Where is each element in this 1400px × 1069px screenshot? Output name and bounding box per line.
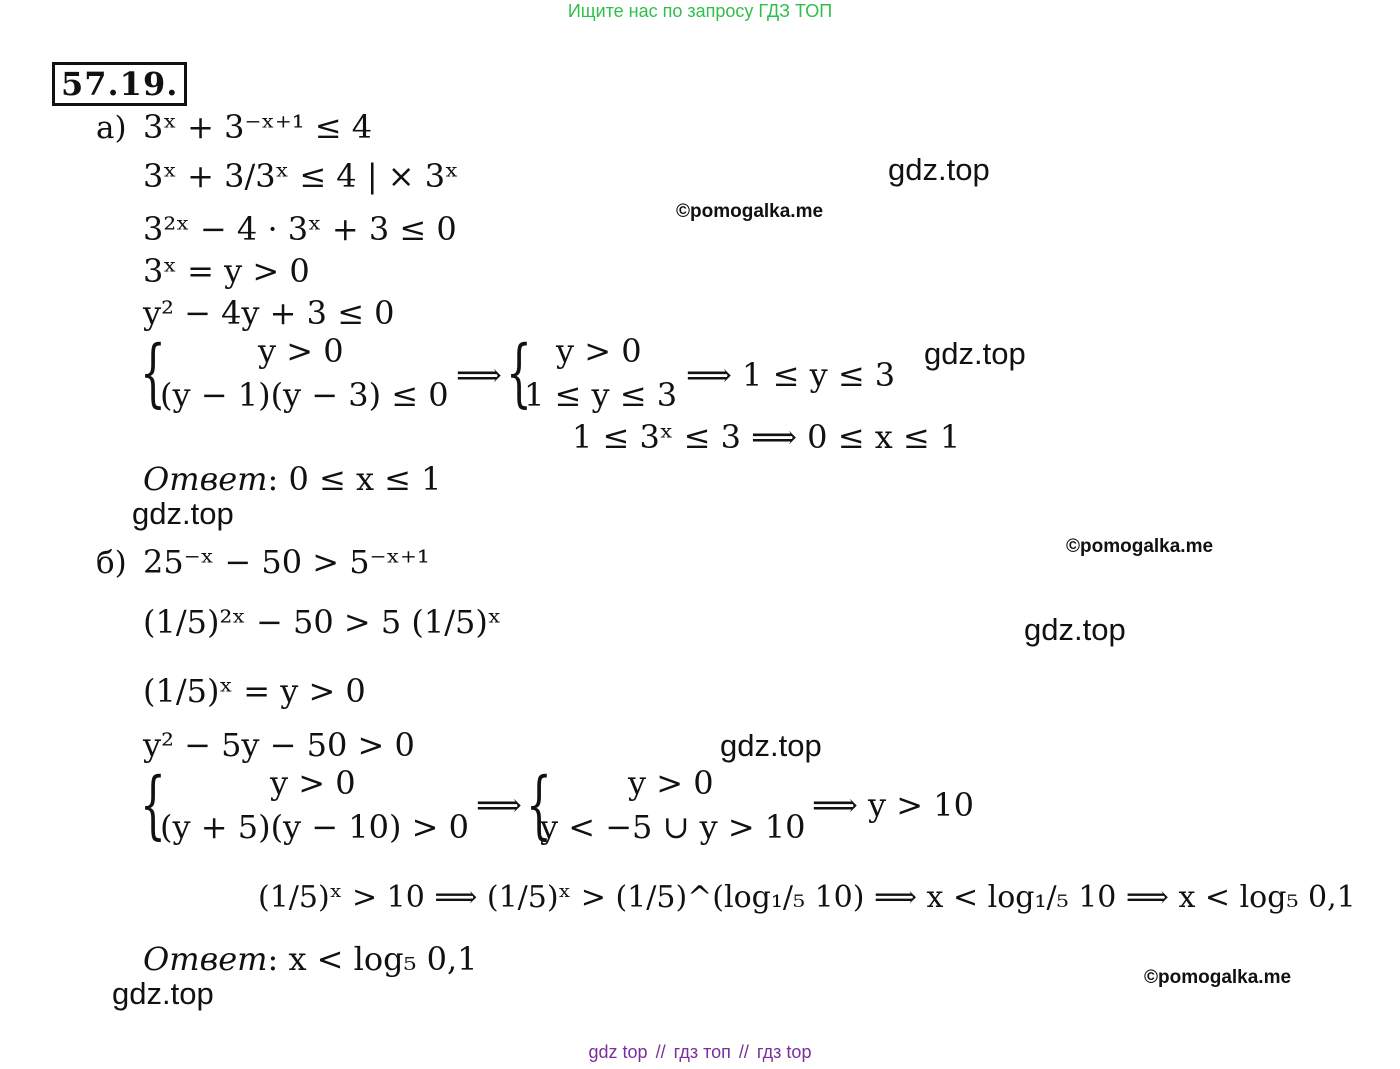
part-a-line-1: 3ˣ + 3⁻ˣ⁺¹ ≤ 4 bbox=[143, 108, 373, 146]
answer-label: Ответ bbox=[143, 940, 268, 978]
footer-link[interactable]: гдз топ bbox=[673, 1042, 731, 1062]
footer-link[interactable]: гдз top bbox=[756, 1042, 812, 1062]
part-b-result-2: (1/5)ˣ > 10 ⟹ (1/5)ˣ > (1/5)^(log₁/₅ 10) ⟹ x < log₁/₅ 10 ⟹ x < log₅ 0,1 bbox=[258, 880, 1356, 915]
part-a-line-3: 3²ˣ − 4 · 3ˣ + 3 ≤ 0 bbox=[143, 210, 457, 248]
watermark-gdz: gdz.top bbox=[132, 496, 234, 531]
answer-value: : x < log₅ 0,1 bbox=[267, 940, 478, 978]
part-a-system1-bottom: (y − 1)(y − 3) ≤ 0 bbox=[160, 376, 449, 414]
watermark-pomogalka: ©pomogalka.me bbox=[1066, 536, 1214, 557]
watermark-gdz: gdz.top bbox=[1024, 612, 1126, 647]
part-b-system1-bottom: (y + 5)(y − 10) > 0 bbox=[160, 808, 469, 846]
part-b-line-4: y² − 5y − 50 > 0 bbox=[143, 726, 415, 764]
footer-separator: // bbox=[738, 1042, 749, 1062]
part-b-line-3: (1/5)ˣ = y > 0 bbox=[143, 672, 366, 710]
part-a-system1-top: y > 0 bbox=[258, 332, 344, 370]
part-a-label: а) bbox=[96, 110, 127, 146]
part-b-brace-1: { bbox=[140, 762, 166, 848]
part-a-brace-2: { bbox=[506, 330, 532, 416]
footer-links bbox=[0, 1042, 1400, 1063]
part-b-implies: ⟹ bbox=[476, 786, 522, 824]
part-a-brace-1: { bbox=[140, 330, 166, 416]
answer-value: : 0 ≤ x ≤ 1 bbox=[267, 460, 442, 498]
watermark-gdz: gdz.top bbox=[924, 336, 1026, 371]
part-a-answer bbox=[143, 460, 442, 498]
part-a-result-1: ⟹ 1 ≤ y ≤ 3 bbox=[686, 356, 896, 394]
part-b-brace-2: { bbox=[526, 762, 552, 848]
watermark-gdz: gdz.top bbox=[720, 728, 822, 763]
part-b-answer bbox=[143, 940, 478, 978]
top-banner: Ищите нас по запросу ГДЗ ТОП bbox=[567, 1, 833, 21]
watermark-pomogalka: ©pomogalka.me bbox=[676, 201, 824, 222]
problem-number: 57.19. bbox=[52, 62, 187, 106]
answer-label: Ответ bbox=[143, 460, 268, 498]
part-b-result-1: ⟹ y > 10 bbox=[812, 786, 974, 824]
footer-separator: // bbox=[655, 1042, 666, 1062]
part-a-result-2: 1 ≤ 3ˣ ≤ 3 ⟹ 0 ≤ x ≤ 1 bbox=[572, 418, 961, 456]
part-b-label: б) bbox=[96, 545, 127, 581]
part-a-system2-top: y > 0 bbox=[556, 332, 642, 370]
watermark-gdz: gdz.top bbox=[112, 976, 214, 1011]
part-a-implies: ⟹ bbox=[456, 356, 502, 394]
part-b-line-2: (1/5)²ˣ − 50 > 5 (1/5)ˣ bbox=[143, 603, 502, 641]
part-a-line-4: 3ˣ = y > 0 bbox=[143, 252, 310, 290]
part-b-system1-top: y > 0 bbox=[270, 764, 356, 802]
part-a-line-2: 3ˣ + 3/3ˣ ≤ 4 | × 3ˣ bbox=[143, 157, 459, 195]
watermark-pomogalka: ©pomogalka.me bbox=[1144, 967, 1292, 988]
part-b-system2-top: y > 0 bbox=[628, 764, 714, 802]
footer-link[interactable]: gdz top bbox=[588, 1042, 648, 1062]
part-a-system2-bottom: 1 ≤ y ≤ 3 bbox=[524, 376, 678, 414]
part-b-system2-bottom: y < −5 ∪ y > 10 bbox=[540, 808, 806, 846]
part-a-line-5: y² − 4y + 3 ≤ 0 bbox=[143, 294, 395, 332]
part-b-line-1: 25⁻ˣ − 50 > 5⁻ˣ⁺¹ bbox=[143, 543, 430, 581]
watermark-gdz: gdz.top bbox=[888, 152, 990, 187]
